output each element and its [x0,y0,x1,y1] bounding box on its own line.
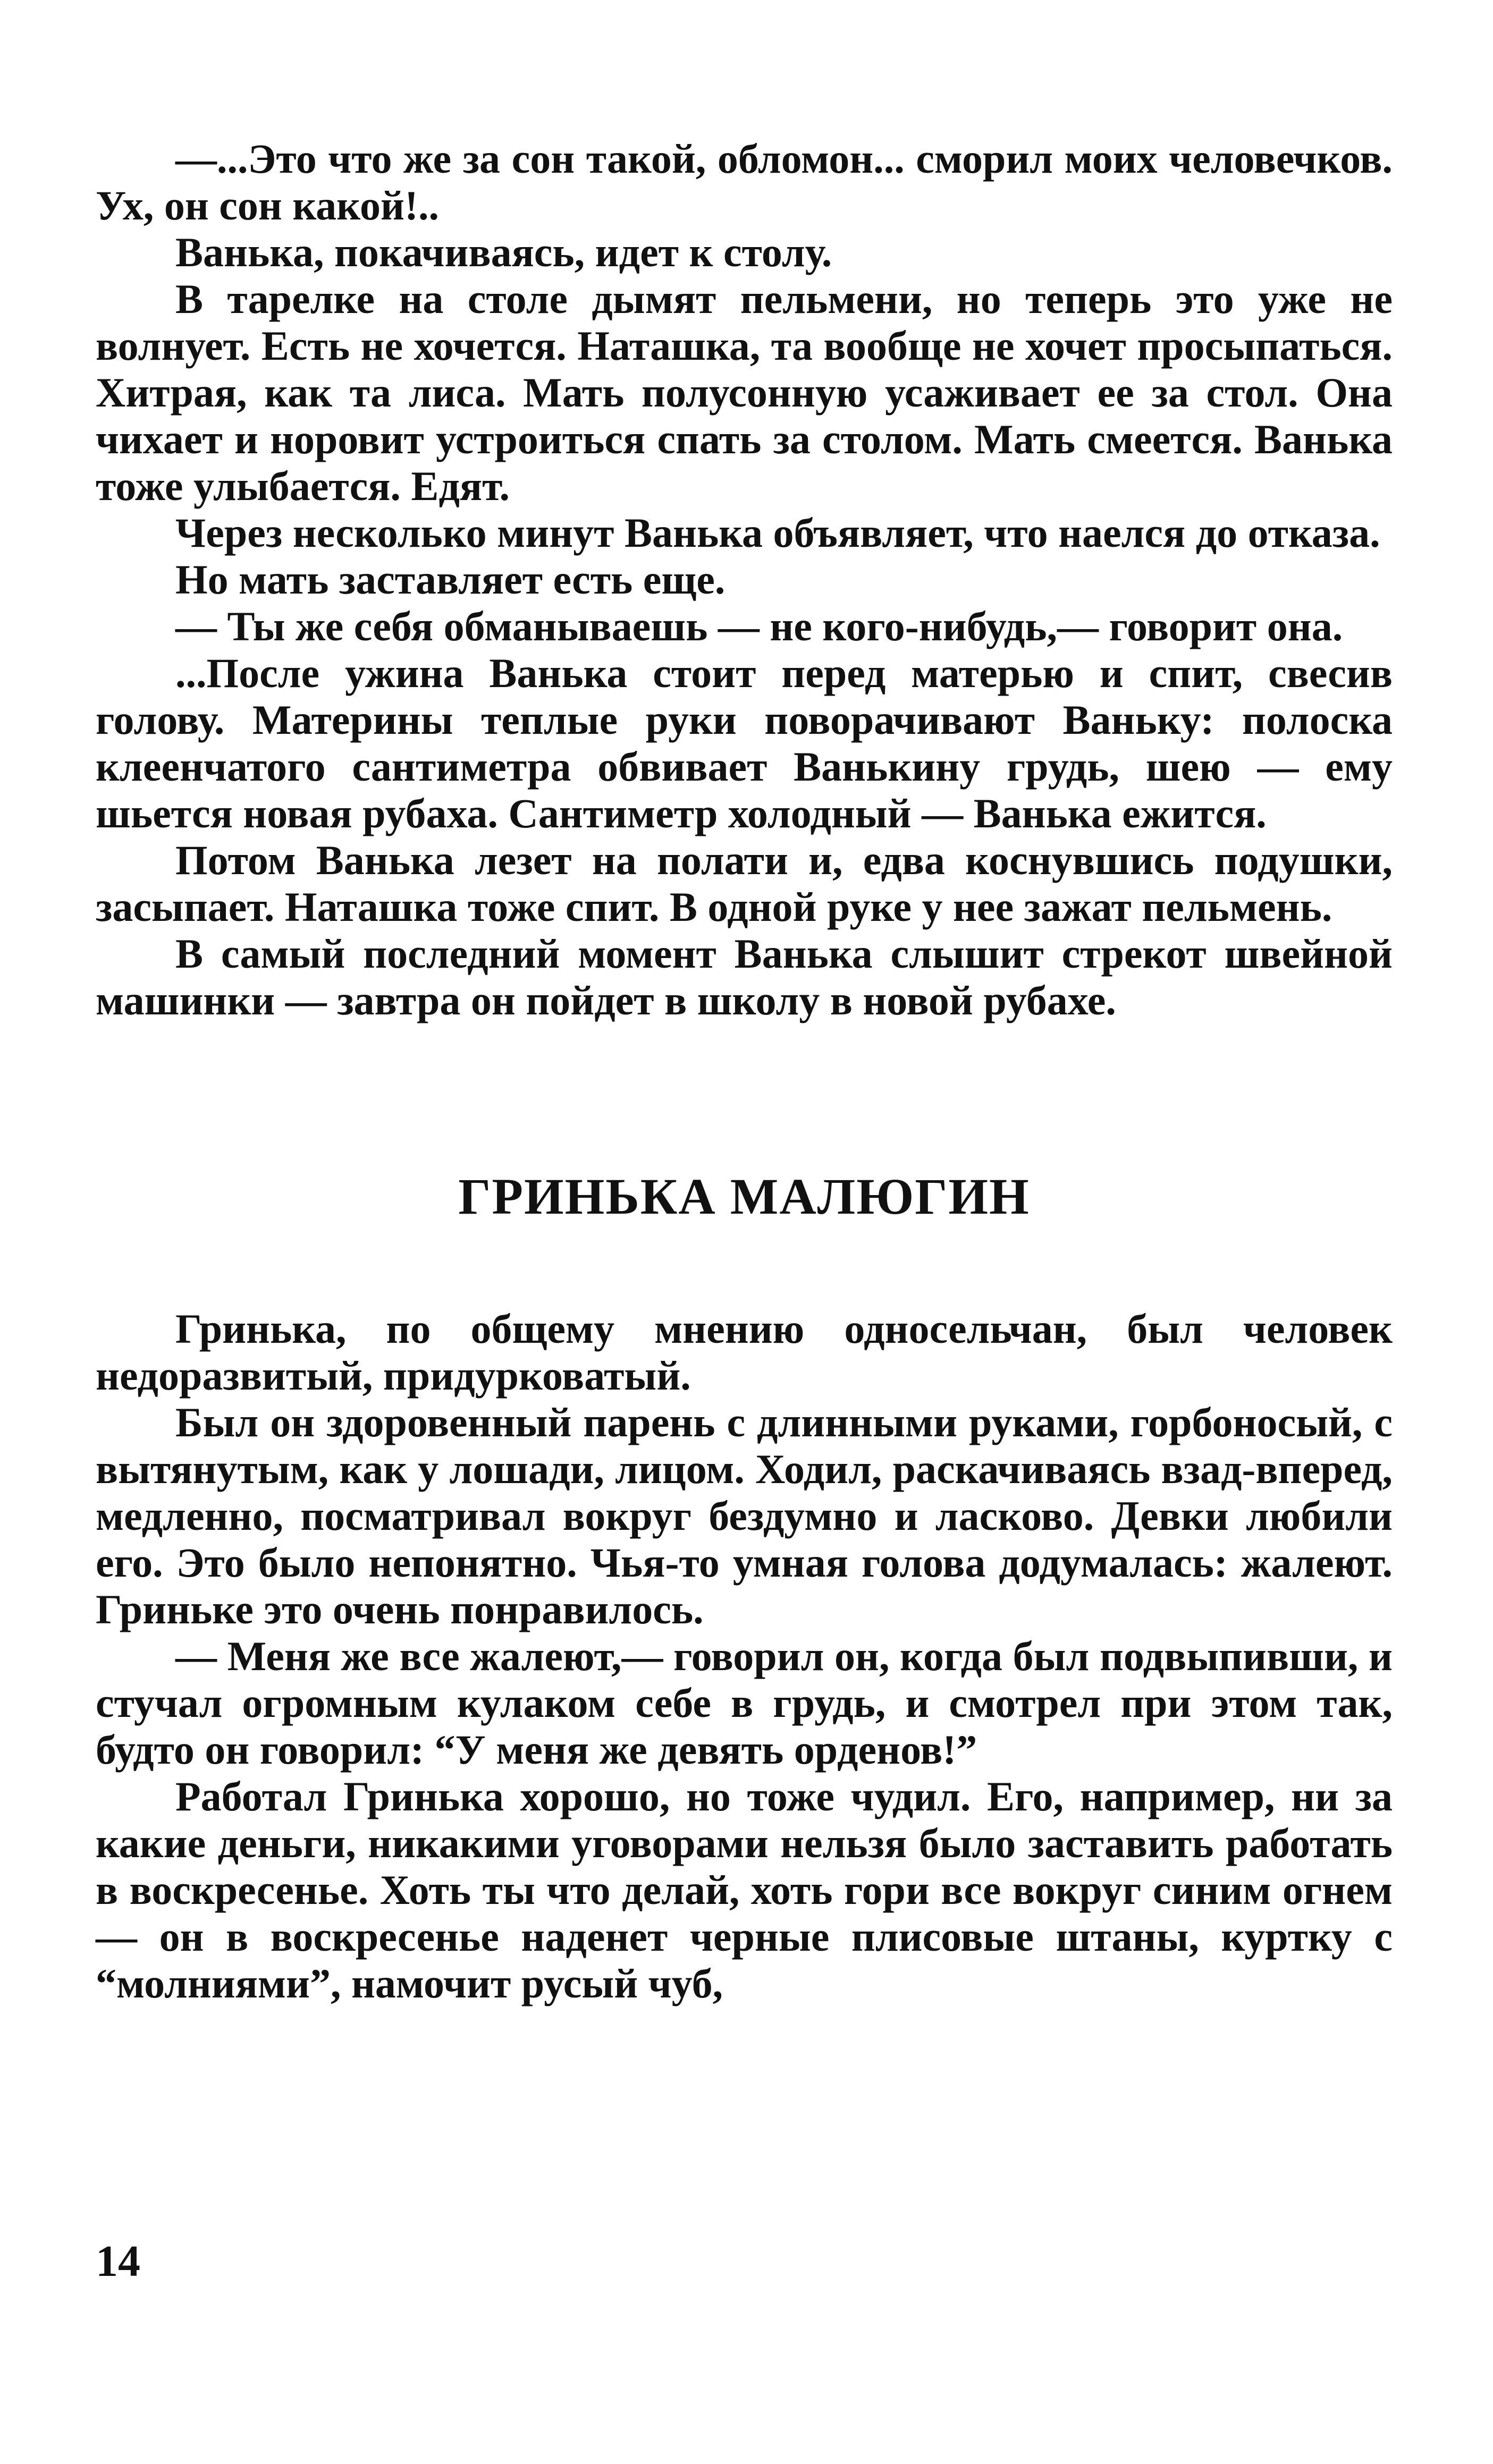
paragraph: —...Это что же за сон такой, обломон... сморил моих человечков. Ух, он сон какой!.. [96,136,1393,228]
paragraph: ...После ужина Ванька стоит перед матерью и спит, свесив голову. Материны теплые руки поворачивают Ваньку: полоска клеенчатого сантиметра обвивает Ванькину грудь, шею — ему шьется новая рубаха. Сантиметр холодный — Ванька ежится. [96,650,1393,836]
book-page [96,136,1393,2007]
paragraph: Но мать заставляет есть еще. [175,556,726,603]
page-number: 14 [96,2237,140,2286]
paragraph: Потом Ванька лезет на полати и, едва коснувшись подушки, засыпает. Наташка тоже спит. В одной руке у нее зажат пельмень. [96,837,1393,930]
paragraph: Ванька, покачиваясь, идет к столу. [175,229,832,275]
paragraph: Работал Гринька хорошо, но тоже чудил. Его, например, ни за какие деньги, никакими уговорами нельзя было заставить работать в воскресенье. Хоть ты что делай, хоть гори все вокруг синим огнем — он в воскресенье наденет черные плисовые штаны, куртку с “молниями”, намочит русый чуб, [96,1773,1393,2006]
paragraph: В самый последний момент Ванька слышит стрекот швейной машинки — завтра он пойдет в школу в новой рубахе. [96,930,1393,1023]
paragraph: Через несколько минут Ванька объявляет, что наелся до отказа. [175,510,1380,556]
paragraph: Гринька, по общему мнению односельчан, был человек недоразвитый, придурковатый. [96,1306,1393,1399]
paragraph: — Ты же себя обманываешь — не кого-нибудь,— говорит она. [175,603,1343,649]
paragraph: — Меня же все жалеют,— говорил он, когда был подвыпивши, и стучал огромным кулаком себе в грудь, и смотрел при этом так, будто он говорил: “У меня же девять орденов!” [96,1633,1393,1773]
previous-story-ending [96,136,1393,1024]
paragraph: В тарелке на столе дымят пельмени, но теперь это уже не волнует. Есть не хочется. Наташка, та вообще не хочет просыпаться. Хитрая, как та лиса. Мать полусонную усаживает ее за стол. Она чихает и норовит устроиться спать за столом. Мать смеется. Ванька тоже улыбается. Едят. [96,276,1393,509]
chapter-body [96,1306,1393,2007]
chapter-title: ГРИНЬКА МАЛЮГИН [458,1168,1030,1225]
paragraph: Был он здоровенный парень с длинными руками, горбоносый, с вытянутым, как у лошади, лицом. Ходил, раскачиваясь взад-вперед, медленно, посматривал вокруг бездумно и ласково. Девки любили его. Это было непонятно. Чья-то умная голова додумалась: жалеют. Гриньке это очень понравилось. [96,1399,1393,1632]
